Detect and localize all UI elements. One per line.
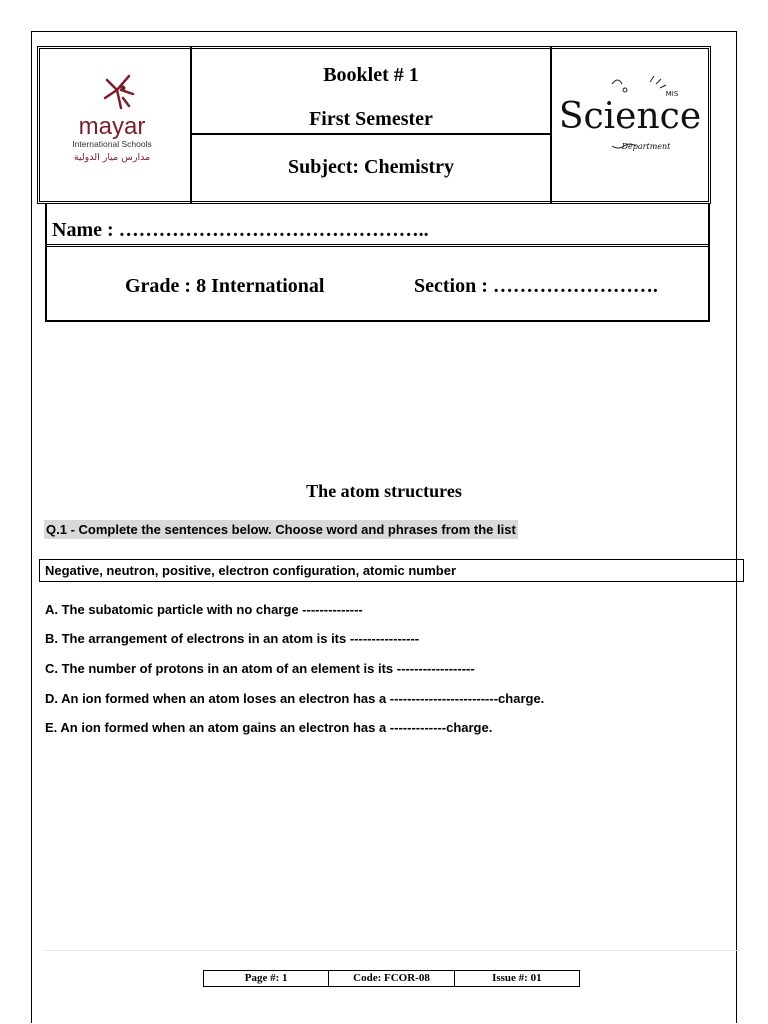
logo-sub-english: International Schools bbox=[72, 139, 152, 149]
mayar-logo-icon bbox=[37, 46, 187, 200]
header-divider bbox=[192, 133, 550, 135]
question-item-a: A. The subatomic particle with no charge -------------- bbox=[45, 602, 363, 617]
mis-tag: MIS bbox=[665, 90, 679, 98]
science-word: Science bbox=[558, 96, 702, 137]
footer-code: Code: FCOR-08 bbox=[329, 971, 454, 986]
booklet-title: Booklet # 1 bbox=[323, 64, 419, 86]
logo-sub-arabic: مدارس ميار الدولية bbox=[73, 152, 151, 163]
question-item-b: B. The arrangement of electrons in an atom is its ---------------- bbox=[45, 631, 420, 646]
school-logo-cell bbox=[37, 46, 192, 204]
question-item-e: E. An ion formed when an atom gains an electron has a -------------charge. bbox=[45, 720, 493, 735]
worksheet-title: The atom structures bbox=[306, 481, 462, 501]
question-item-d: D. An ion formed when an atom loses an electron has a -------------------------charge. bbox=[45, 691, 545, 706]
word-bank: Negative, neutron, positive, electron configuration, atomic number bbox=[39, 559, 744, 582]
footer-table bbox=[203, 970, 580, 987]
subject-title: Subject: Chemistry bbox=[287, 156, 455, 178]
logo-brand-text: mayar bbox=[78, 113, 146, 140]
name-field-label: Name : ……………………………………….. bbox=[52, 219, 429, 241]
question-1-heading: Q.1 - Complete the sentences below. Choose word and phrases from the list bbox=[46, 522, 516, 537]
science-logo-cell bbox=[550, 46, 711, 204]
footer-rule bbox=[45, 950, 738, 951]
section-field-label: Section : ……………………. bbox=[414, 275, 658, 297]
footer-page-number: Page #: 1 bbox=[204, 971, 329, 986]
question-item-c: C. The number of protons in an atom of an element is its ------------------ bbox=[45, 661, 475, 676]
science-department-logo-icon bbox=[552, 46, 710, 200]
department-word: Department bbox=[621, 142, 671, 151]
footer-issue: Issue #: 01 bbox=[492, 972, 542, 984]
semester-title: First Semester bbox=[309, 108, 433, 130]
grade-label: Grade : 8 International bbox=[125, 275, 325, 297]
